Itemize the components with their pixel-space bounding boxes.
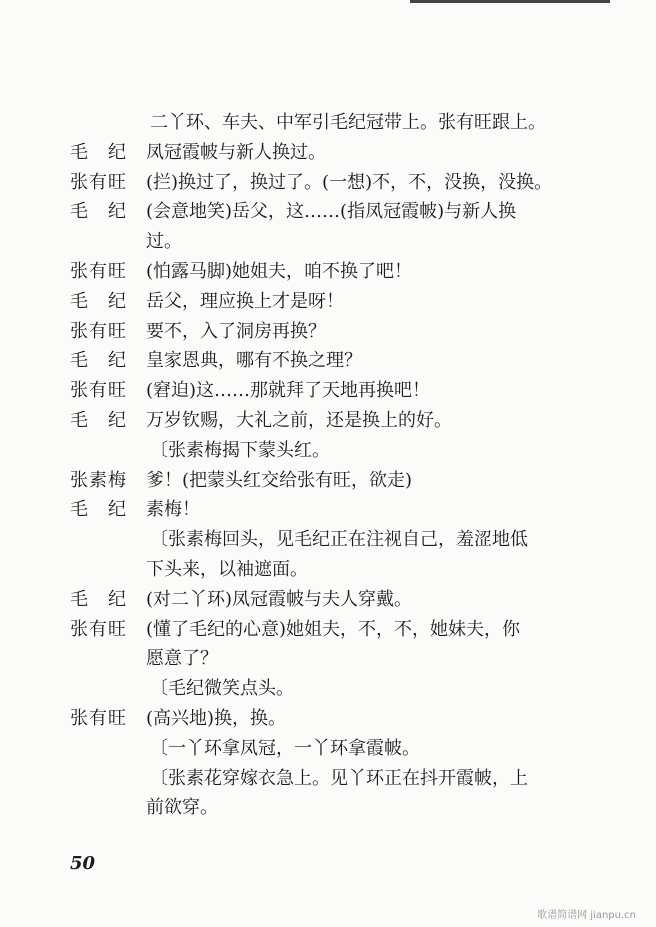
dialogue-line (70, 197, 570, 227)
dialogue-line (70, 227, 570, 257)
speaker-name: 张有旺 (70, 618, 127, 640)
line-text: 下头来，以袖遮面。 (146, 558, 308, 580)
speaker-name: 张有旺 (70, 320, 127, 342)
speaker-name (70, 764, 146, 794)
line-text: (拦)换过了，换过了。(一想)不，不，没换，没换。 (146, 171, 553, 193)
line-text: 岳父，理应换上才是呀！ (146, 290, 344, 312)
line-text: 〔一丫环拿凤冠，一丫环拿霞帔。 (150, 737, 420, 759)
watermark: 歌谱简谱网 jianpu.cn (537, 910, 636, 921)
speaker-name: 毛 纪 (70, 201, 127, 223)
dialogue-line (70, 346, 570, 376)
line-text: (懂了毛纪的心意)她姐夫，不，不，她妹夫，你 (146, 618, 521, 640)
speaker-name: 毛 纪 (70, 350, 127, 372)
speaker-name (70, 227, 146, 257)
line-text: (怕露马脚)她姐夫，咱不换了吧！ (146, 260, 413, 282)
line-text: (对二丫环)凤冠霞帔与夫人穿戴。 (146, 588, 413, 610)
line-text: 愿意了？ (146, 648, 218, 670)
script-body (70, 108, 570, 823)
speaker-name (70, 108, 146, 138)
speaker-name: 毛 纪 (70, 499, 127, 521)
stage-direction (70, 108, 570, 138)
line-text: (会意地笑)岳父，这……(指凤冠霞帔)与新人换 (146, 201, 517, 223)
line-text: (高兴地)换，换。 (146, 707, 287, 729)
line-text: 素梅！ (146, 499, 200, 521)
line-text: 凤冠霞帔与新人换过。 (146, 141, 326, 163)
speaker-name (70, 644, 146, 674)
speaker-name (70, 793, 146, 823)
line-text: 〔张素花穿嫁衣急上。见丫环正在抖开霞帔，上 (150, 767, 528, 789)
page-number: 50 (70, 853, 96, 874)
line-text: 万岁钦赐，大礼之前，还是换上的好。 (146, 409, 452, 431)
line-text: 〔毛纪微笑点头。 (150, 678, 294, 700)
line-text: 前欲穿。 (146, 797, 218, 819)
speaker-name: 张有旺 (70, 380, 127, 402)
dialogue-line (70, 168, 570, 198)
speaker-name: 张有旺 (70, 260, 127, 282)
dialogue-line (70, 138, 570, 168)
speaker-name: 毛 纪 (70, 290, 127, 312)
line-text: 二丫环、车夫、中军引毛纪冠带上。张有旺跟上。 (150, 112, 546, 133)
dialogue-line (70, 495, 570, 525)
stage-direction (70, 674, 570, 704)
dialogue-line (70, 793, 570, 823)
speaker-name: 毛 纪 (70, 588, 127, 610)
dialogue-line (70, 376, 570, 406)
dialogue-line (70, 257, 570, 287)
dialogue-line (70, 555, 570, 585)
line-text: 〔张素梅回头，见毛纪正在注视自己，羞涩地低 (150, 529, 528, 551)
line-text: 爹！(把蒙头红交给张有旺，欲走) (146, 469, 413, 491)
dialogue-line (70, 466, 570, 496)
speaker-name (70, 436, 146, 466)
line-text: 皇家恩典，哪有不换之理？ (146, 350, 362, 372)
dialogue-line (70, 644, 570, 674)
speaker-name (70, 674, 146, 704)
dialogue-line (70, 704, 570, 734)
top-rule (410, 0, 610, 3)
speaker-name (70, 734, 146, 764)
line-text: (窘迫)这……那就拜了天地再换吧！ (146, 380, 431, 402)
dialogue-line (70, 406, 570, 436)
speaker-name (70, 525, 146, 555)
speaker-name: 张有旺 (70, 707, 127, 729)
line-text: 〔张素梅揭下蒙头红。 (150, 439, 330, 461)
dialogue-line (70, 615, 570, 645)
speaker-name (70, 555, 146, 585)
speaker-name: 张有旺 (70, 171, 127, 193)
speaker-name: 毛 纪 (70, 141, 127, 163)
stage-direction (70, 734, 570, 764)
line-text: 过。 (146, 231, 182, 253)
dialogue-line (70, 585, 570, 615)
dialogue-line (70, 287, 570, 317)
speaker-name: 毛 纪 (70, 409, 127, 431)
dialogue-line (70, 317, 570, 347)
stage-direction (70, 764, 570, 794)
stage-direction (70, 525, 570, 555)
stage-direction (70, 436, 570, 466)
speaker-name: 张素梅 (70, 469, 127, 491)
line-text: 要不，入了洞房再换？ (146, 320, 326, 342)
